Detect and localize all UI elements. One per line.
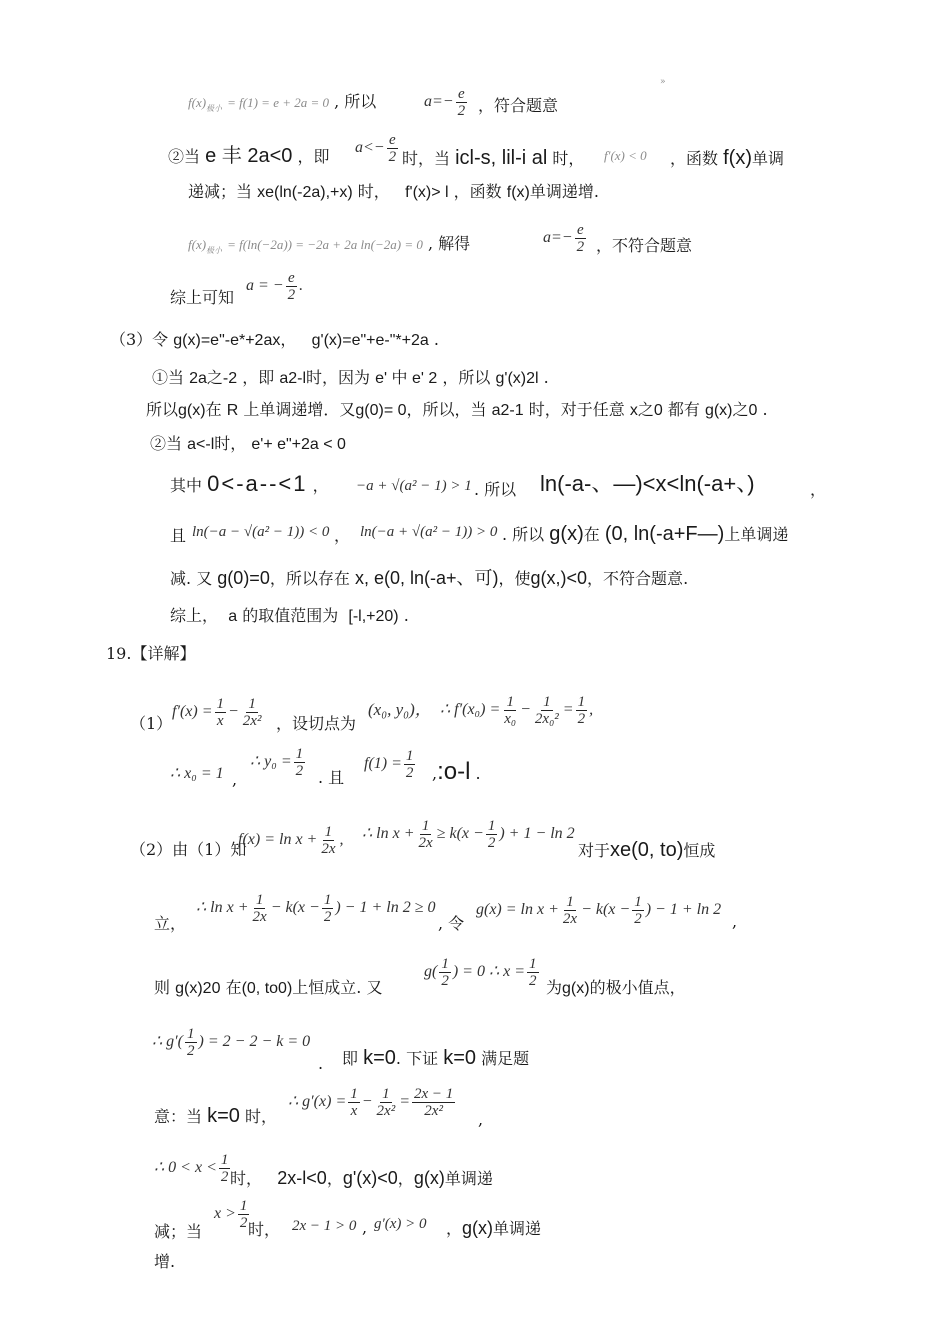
text: ，即 [242,368,275,387]
subscript: 极小 [206,104,223,114]
formula: ) − 1 + ln 2 [645,901,722,919]
fraction [185,1026,197,1059]
fraction [375,1086,398,1119]
text: 当 [166,434,183,453]
text: . [318,1054,324,1073]
formula: f'(x)> l [405,184,449,201]
period: . [433,330,439,349]
numerator: 1 [323,892,332,908]
line-1 [188,92,376,119]
text: , [232,770,238,789]
formula: g(x) [462,1218,494,1238]
formula: g'(x)2l [495,370,539,387]
text: ，使 [498,569,531,588]
formula: = [399,1093,410,1111]
text: . 所以 [502,525,545,544]
formula: , [589,701,594,719]
formula: g(x)20 [175,980,221,997]
line-16b [432,758,481,785]
formula: e' 中 e' 2 [375,370,438,387]
formula: k=0 [443,1047,477,1069]
text: 时， [214,434,247,453]
text: ， [312,476,329,495]
text: 所以 [146,400,179,419]
fraction [319,824,337,857]
text: ，函数 [670,149,719,168]
fraction [576,694,588,727]
numerator: 1 [216,696,224,712]
denominator: x₀ [504,711,517,727]
text: ，不符合题意 [596,236,693,255]
fraction [219,1152,231,1185]
text: 即 [342,1049,359,1068]
text: ，所以，当 [406,400,487,419]
text: 其中 [170,476,203,495]
numerator: e [458,86,465,102]
formula: g(x)=e"-e*+2ax， [173,332,297,349]
fraction [575,222,587,255]
formula: , [339,831,344,849]
text: 当 [184,147,201,166]
formula: [-l,+20) [348,608,399,625]
numerator: 1 [441,956,449,972]
formula: R [226,402,239,419]
text: ，符合题意 [478,96,559,115]
numerator: 1 [382,1086,390,1102]
numerator: 1 [220,1152,229,1168]
numerator: 1 [295,746,304,762]
formula: a=− [424,93,454,111]
text: 恒成 [683,841,716,860]
line-2c [670,148,784,169]
formula: g(0)=0 [217,568,270,588]
denominator: 2x₀² [534,711,559,727]
formula: f′(x) < 0 [604,148,647,163]
numerator: e [577,222,584,238]
mark: » [660,77,666,87]
text: ①当 [152,368,185,387]
formula: g(x)之0 [704,402,758,419]
denominator: 2x [252,909,267,925]
denominator: 2x [321,841,336,857]
text: . 下证 [395,1049,439,1068]
formula: (0, ln(-a+F—) [604,523,725,545]
text: 则 [154,978,171,997]
line-12 [170,568,688,589]
formula [152,1026,310,1059]
formula: a=− [543,229,573,247]
text: 满足题 [481,1049,530,1068]
formula [246,270,303,303]
formula: g( [424,963,438,981]
formula: f(x) [188,95,207,110]
circle-number: ② [168,147,185,166]
denominator: x [350,1103,358,1119]
text: 单调递 [444,1169,493,1188]
circle-number: ② [150,434,167,453]
formula [170,764,224,784]
text: 单调递增 [529,182,594,201]
text: 时， [248,1220,281,1239]
section-heading: 19.【详解】 [106,644,196,663]
fraction [251,892,269,925]
text: ， [810,480,827,499]
formula: ∴ g′( [152,1033,184,1051]
text: 对于 [578,841,611,860]
fraction [561,894,579,927]
formula: 2x-l<0 [277,1168,327,1188]
numerator: 1 [350,1086,358,1102]
numerator: 1 [421,818,430,834]
formula: ln(-a-、—)<x<ln(-a+、) [540,471,755,496]
numerator: 1 [543,694,551,710]
denominator: 2 [577,711,586,727]
text: 单调 [752,149,785,168]
text: 减 [170,569,187,588]
formula [196,892,435,925]
denominator: 2 [634,911,642,927]
formula: ∴ y₀ = [250,753,292,771]
numerator: 1 [405,748,414,764]
text: 都有 [667,400,700,419]
formula [154,1152,232,1185]
text: 上单调递 [724,525,789,544]
formula: 2a之-2 [189,370,238,387]
formula: g(x,)<0 [530,568,588,588]
line-20b [342,1048,529,1069]
text: , [478,1110,484,1129]
denominator: 2 [405,765,414,781]
period: . [543,368,549,387]
text: . 所以 [474,480,517,499]
fraction [286,270,298,303]
fraction [527,956,539,989]
text: ，即 [297,147,330,166]
formula: f′(x) = [172,703,213,721]
fraction [533,694,561,727]
fraction [215,696,227,729]
line-2b [402,148,584,169]
text: . 又 [186,569,213,588]
numerator: 1 [529,956,537,972]
numerator: 1 [324,824,333,840]
line-9 [150,434,346,455]
fraction [404,748,416,781]
text: , 所以 [334,92,377,111]
line-22b [230,1168,493,1189]
text: （3）令 [110,330,169,349]
formula: ) + 1 − ln 2 [499,825,575,843]
fraction [456,86,468,119]
denominator: 2 [220,1169,229,1185]
formula: g(x) = ln x + [476,901,559,919]
formula: icl-s, lil-i al [455,147,548,169]
fraction [486,818,498,851]
line-8 [146,400,768,421]
line-17b [578,840,715,861]
text: 时， [357,182,390,201]
denominator: x [216,713,224,729]
formula: a<-l [187,436,215,453]
text: 增. [154,1252,176,1271]
text: 单调递 [493,1219,542,1238]
text: 时， [230,1169,263,1188]
formula: x之0 [629,402,663,419]
formula [355,132,400,165]
formula: − [361,1093,373,1111]
fraction [241,696,264,729]
numerator: 1 [487,818,496,834]
numerator: e [288,270,295,286]
line-21 [154,1106,277,1127]
formula: ∴ f′(x₀) = [440,701,501,719]
formula: g(0)= 0 [355,402,407,419]
numerator: 1 [248,696,256,712]
line-19 [154,978,382,999]
formula: e 丰 2a<0 [205,145,293,167]
denominator: 2 [487,835,496,851]
formula: g(x) [549,523,584,545]
formula: k=0 [207,1105,240,1127]
formula [476,894,721,927]
formula: g(x) [413,1168,445,1188]
period: . [299,277,304,295]
formula: f(1) = [364,755,402,773]
line-19b [546,978,686,999]
formula: f(x) [506,184,530,201]
text: 递减；当 [188,182,253,201]
fraction [322,892,334,925]
text: 且 [170,526,187,545]
formula: − [228,703,239,721]
text: ，不符合题意 [587,569,684,588]
fraction [502,694,518,727]
formula: f(x) [723,147,752,169]
formula: ∴ ln x + [362,825,415,843]
denominator: 2 [576,239,585,255]
formula: xe(0, to) [610,839,684,861]
text: 的取值范围为 [242,606,339,625]
formula: g(x) [178,402,206,419]
formula [364,748,417,781]
line-7 [152,368,549,389]
period: . [762,400,768,419]
text: 为 [546,978,563,997]
text: ，所以 [442,368,491,387]
denominator: 2x² [424,1103,443,1119]
formula: a<− [355,139,385,157]
formula: ∴ 0 < x < [154,1159,217,1177]
text: . 又 [356,978,383,997]
line-13 [170,606,409,627]
text: . 且 [318,768,345,787]
text: , 令 [438,914,465,933]
formula-a-value [424,86,469,119]
formula: xe(ln(-2a),+x) [257,184,353,201]
text: . [593,182,599,201]
text: , [362,1218,368,1237]
denominator: 2 [295,763,304,779]
numerator: 1 [187,1026,195,1042]
fraction [417,818,435,851]
text: 上恒成立 [292,978,357,997]
formula [250,746,307,779]
numerator: 1 [634,894,642,910]
line-4 [188,234,470,261]
formula [172,696,265,729]
text: （2）由（1）知 [130,840,247,859]
text: ， [334,526,351,545]
formula: ) = 0 ∴ x = [452,963,526,981]
formula: = [562,701,574,719]
formula: a2-1 [491,402,524,419]
text: 意：当 [154,1107,203,1126]
formula: f(x) [188,237,207,252]
formula: (x₀, y₀)， [368,700,432,719]
denominator: 2x² [376,1103,396,1119]
numerator: 1 [566,894,574,910]
text: 时，对于任意 [528,400,625,419]
formula: ) = 2 − 2 − k = 0 [198,1033,311,1051]
denominator: 2x [418,835,433,851]
formula: ∴ x₀ = 1 [170,765,224,782]
formula: a [228,608,238,625]
formula: (0, to0) [241,980,293,997]
formula [424,956,541,989]
denominator: 2 [388,149,397,165]
formula: g'(x)<0 [342,1168,398,1188]
text: 在 [205,400,222,419]
formula: − [520,701,531,719]
formula: − k(x − [270,899,320,917]
text: ， [446,1219,463,1238]
period: . [403,606,409,625]
text: 在 [583,525,600,544]
line-23b [446,1218,541,1239]
line-6 [110,330,439,351]
fraction [294,746,306,779]
text: , [432,764,438,783]
text: ， [326,1169,343,1188]
line-3 [188,182,599,203]
fraction [348,1086,360,1119]
subscript: 极小 [206,246,223,256]
formula: k=0 [363,1047,396,1069]
formula [238,824,344,857]
text: 在 [225,978,242,997]
formula [214,1198,251,1231]
formula: = f(1) = e + 2a = 0 [227,95,330,110]
formula: g(x) [562,980,590,997]
formula: e'+ e"+2a < 0 [251,436,346,453]
line-10 [170,471,329,496]
formula: g′(x) > 0 [374,1216,427,1232]
formula: x, e(0, ln(-a+、可) [354,568,499,588]
text: 时， [552,149,585,168]
formula: 2x − 1 > 0 [292,1218,357,1234]
text: ，函数 [453,182,502,201]
denominator: 2x [562,911,578,927]
formula: f(x) = ln x + [238,831,318,849]
formula: ∴ g′(x) = [288,1093,347,1111]
text: 综上可知 [170,288,235,307]
text: 时， [245,1107,278,1126]
formula: g'(x)=e"+e-"*+2a [311,332,429,349]
formula: ln(−a + √(a² − 1)) > 0 [360,524,498,540]
text: , 解得 [427,234,471,253]
numerator: 1 [255,892,264,908]
denominator: 2 [441,973,449,989]
text: ，设切点为 [276,714,357,733]
denominator: 2x² [242,713,262,729]
text: 时，当 [402,149,451,168]
text: , [732,912,738,931]
formula: :o-l [437,758,471,785]
formula [288,1086,457,1119]
denominator: 2 [529,973,537,989]
formula: x > [214,1205,236,1223]
formula: a2-l [279,370,307,387]
formula: − k(x − [581,901,631,919]
text: 减；当 [154,1222,203,1241]
line-2 [168,146,330,167]
fraction [412,1086,455,1119]
denominator: 2 [239,1215,248,1231]
formula: ln(−a − √(a² − 1)) < 0 [192,524,330,540]
numerator: 1 [577,694,586,710]
formula [362,818,575,851]
formula: ∴ ln x + [196,899,249,917]
formula: −a + √(a² − 1) > 1 [356,478,472,494]
text: 立， [154,914,187,933]
numerator: 1 [506,694,514,710]
line-11b [502,524,788,545]
period: . [683,569,689,588]
text: 的极小值点， [589,978,686,997]
formula: a = − [246,277,284,295]
fraction [439,956,451,989]
numerator: 2x − 1 [413,1086,454,1102]
denominator: 2 [187,1043,195,1059]
formula: ≥ k(x − [436,825,484,843]
denominator: 2 [287,287,296,303]
text: ， [397,1169,414,1188]
formula: 0<-a--<1 [207,471,308,496]
text: （1） [130,714,173,733]
numerator: 1 [239,1198,248,1214]
formula: = f(ln(−2a)) = −2a + 2a ln(−2a) = 0 [227,237,423,252]
fraction [387,132,399,165]
text: 综上， [170,606,219,625]
period: . [475,764,481,783]
denominator: 2 [457,103,466,119]
text: 时，因为 [306,368,371,387]
numerator: e [389,132,396,148]
fraction [632,894,644,927]
formula: ) − 1 + ln 2 ≥ 0 [335,899,436,917]
formula [440,694,593,727]
text: 上单调递增．又 [243,400,356,419]
formula [543,222,588,255]
text: ，所以存在 [269,569,350,588]
denominator: 2 [323,909,332,925]
